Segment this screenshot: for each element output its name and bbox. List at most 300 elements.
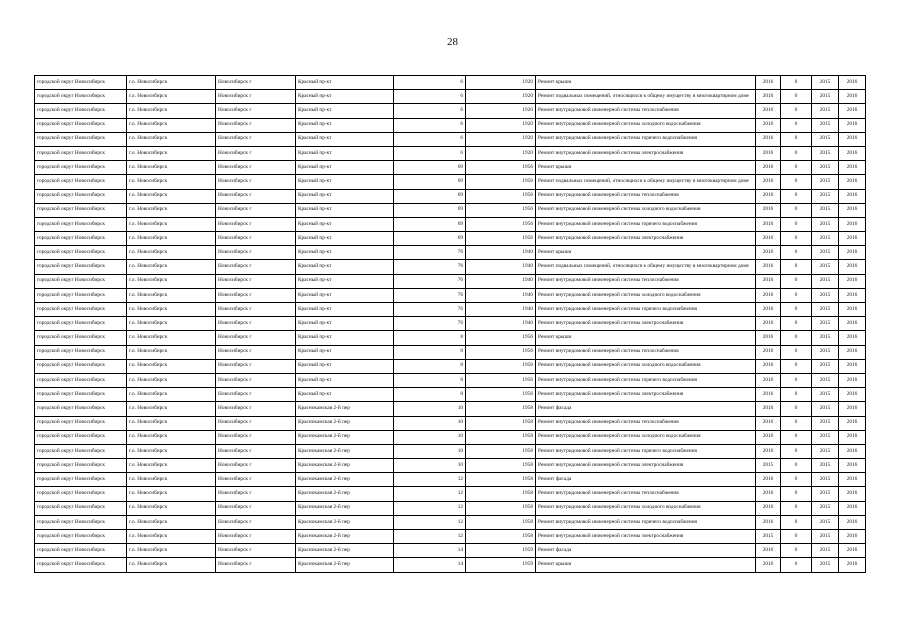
house-number-cell: 12 [394,501,466,515]
period-end-cell: 2016 [839,359,866,373]
district-cell: г.о. Новосибирск [127,501,216,515]
build-year-cell: 1940 [466,274,536,288]
build-year-cell: 1958 [466,515,536,529]
district-cell: г.о. Новосибирск [127,402,216,416]
table-row [35,359,866,373]
planned-year-cell: 2016 [756,501,781,515]
build-year-cell: 1920 [466,146,536,160]
municipality-cell: городской округ Новосибирск [35,217,127,231]
work-type-cell: Ремонт подвальных помещений, относящихся к общему имуществу в многоквартирном доме [536,260,756,274]
planned-year-cell: 2016 [756,544,781,558]
cost-cell: 0 [781,515,812,529]
cost-cell: 0 [781,459,812,473]
house-number-cell: 10 [394,416,466,430]
period-end-cell: 2016 [839,90,866,104]
street-cell: Красный пр-кт [296,274,394,288]
municipality-cell: городской округ Новосибирск [35,501,127,515]
period-end-cell: 2016 [839,373,866,387]
period-end-cell: 2016 [839,203,866,217]
period-start-cell: 2015 [812,90,839,104]
house-number-cell: 10 [394,444,466,458]
table-row [35,203,866,217]
city-cell: Новосибирск г [216,246,296,260]
district-cell: г.о. Новосибирск [127,76,216,90]
period-start-cell: 2015 [812,175,839,189]
city-cell: Новосибирск г [216,232,296,246]
period-start-cell: 2015 [812,558,839,572]
house-number-cell: 6 [394,132,466,146]
city-cell: Новосибирск г [216,217,296,231]
table-row [35,430,866,444]
planned-year-cell: 2016 [756,487,781,501]
city-cell: Новосибирск г [216,274,296,288]
house-number-cell: 6 [394,118,466,132]
street-cell: Красный пр-кт [296,317,394,331]
house-number-cell: 69 [394,175,466,189]
city-cell: Новосибирск г [216,430,296,444]
street-cell: Краснокамская 2-й пер [296,501,394,515]
work-type-cell: Ремонт крыши [536,246,756,260]
cost-cell: 0 [781,331,812,345]
house-number-cell: 6 [394,76,466,90]
work-type-cell: Ремонт подвальных помещений, относящихся к общему имуществу в многоквартирном доме [536,90,756,104]
build-year-cell: 1940 [466,303,536,317]
municipality-cell: городской округ Новосибирск [35,232,127,246]
district-cell: г.о. Новосибирск [127,288,216,302]
period-end-cell: 2016 [839,175,866,189]
planned-year-cell: 2016 [756,416,781,430]
planned-year-cell: 2016 [756,217,781,231]
period-start-cell: 2015 [812,260,839,274]
cost-cell: 0 [781,416,812,430]
house-number-cell: 12 [394,515,466,529]
district-cell: г.о. Новосибирск [127,345,216,359]
cost-cell: 0 [781,373,812,387]
work-type-cell: Ремонт внутридомовой инженерной системы электроснабжения [536,146,756,160]
district-cell: г.о. Новосибирск [127,388,216,402]
municipality-cell: городской округ Новосибирск [35,373,127,387]
street-cell: Красный пр-кт [296,388,394,402]
planned-year-cell: 2016 [756,274,781,288]
planned-year-cell: 2016 [756,288,781,302]
house-number-cell: 6 [394,104,466,118]
table-row [35,515,866,529]
table-row [35,104,866,118]
period-start-cell: 2015 [812,303,839,317]
cost-cell: 0 [781,104,812,118]
municipality-cell: городской округ Новосибирск [35,118,127,132]
cost-cell: 0 [781,189,812,203]
work-type-cell: Ремонт фасада [536,402,756,416]
municipality-cell: городской округ Новосибирск [35,388,127,402]
build-year-cell: 1920 [466,90,536,104]
period-start-cell: 2015 [812,430,839,444]
table-row [35,132,866,146]
street-cell: Краснокамская 2-й пер [296,459,394,473]
street-cell: Краснокамская 2-й пер [296,416,394,430]
table-row [35,288,866,302]
municipality-cell: городской округ Новосибирск [35,175,127,189]
period-end-cell: 2016 [839,217,866,231]
city-cell: Новосибирск г [216,260,296,274]
cost-cell: 0 [781,530,812,544]
work-type-cell: Ремонт внутридомовой инженерной системы горячего водоснабжения [536,444,756,458]
district-cell: г.о. Новосибирск [127,558,216,572]
work-type-cell: Ремонт внутридомовой инженерной системы теплоснабжения [536,416,756,430]
cost-cell: 0 [781,558,812,572]
table-row [35,161,866,175]
work-type-cell: Ремонт внутридомовой инженерной системы горячего водоснабжения [536,303,756,317]
house-number-cell: 76 [394,303,466,317]
house-number-cell: 8 [394,359,466,373]
city-cell: Новосибирск г [216,175,296,189]
planned-year-cell: 2016 [756,430,781,444]
period-start-cell: 2015 [812,288,839,302]
work-type-cell: Ремонт внутридомовой инженерной системы горячего водоснабжения [536,217,756,231]
street-cell: Красный пр-кт [296,359,394,373]
cost-cell: 0 [781,90,812,104]
period-start-cell: 2015 [812,274,839,288]
house-number-cell: 12 [394,487,466,501]
table-row [35,331,866,345]
table-row [35,402,866,416]
planned-year-cell: 2016 [756,104,781,118]
planned-year-cell: 2016 [756,558,781,572]
work-type-cell: Ремонт внутридомовой инженерной системы электроснабжения [536,459,756,473]
house-number-cell: 69 [394,217,466,231]
period-end-cell: 2016 [839,416,866,430]
house-number-cell: 76 [394,274,466,288]
work-type-cell: Ремонт внутридомовой инженерной системы холодного водоснабжения [536,288,756,302]
district-cell: г.о. Новосибирск [127,373,216,387]
house-number-cell: 12 [394,530,466,544]
work-type-cell: Ремонт внутридомовой инженерной системы электроснабжения [536,232,756,246]
table-row [35,473,866,487]
build-year-cell: 1958 [466,430,536,444]
municipality-cell: городской округ Новосибирск [35,161,127,175]
street-cell: Красный пр-кт [296,189,394,203]
build-year-cell: 1958 [466,444,536,458]
work-type-cell: Ремонт внутридомовой инженерной системы горячего водоснабжения [536,373,756,387]
city-cell: Новосибирск г [216,501,296,515]
street-cell: Красный пр-кт [296,203,394,217]
work-type-cell: Ремонт крыши [536,558,756,572]
street-cell: Краснокамская 2-й пер [296,402,394,416]
table-row [35,317,866,331]
municipality-cell: городской округ Новосибирск [35,331,127,345]
page-number: 28 [447,36,458,48]
district-cell: г.о. Новосибирск [127,118,216,132]
planned-year-cell: 2016 [756,388,781,402]
build-year-cell: 1920 [466,132,536,146]
work-type-cell: Ремонт внутридомовой инженерной системы холодного водоснабжения [536,203,756,217]
municipality-cell: городской округ Новосибирск [35,345,127,359]
table-row [35,444,866,458]
planned-year-cell: 2016 [756,118,781,132]
district-cell: г.о. Новосибирск [127,530,216,544]
city-cell: Новосибирск г [216,288,296,302]
period-end-cell: 2016 [839,515,866,529]
planned-year-cell: 2015 [756,459,781,473]
cost-cell: 0 [781,359,812,373]
period-end-cell: 2016 [839,331,866,345]
district-cell: г.о. Новосибирск [127,331,216,345]
planned-year-cell: 2016 [756,146,781,160]
district-cell: г.о. Новосибирск [127,359,216,373]
municipality-cell: городской округ Новосибирск [35,515,127,529]
city-cell: Новосибирск г [216,487,296,501]
district-cell: г.о. Новосибирск [127,104,216,118]
planned-year-cell: 2016 [756,175,781,189]
period-end-cell: 2016 [839,501,866,515]
build-year-cell: 1958 [466,473,536,487]
table-row [35,303,866,317]
district-cell: г.о. Новосибирск [127,444,216,458]
period-start-cell: 2015 [812,76,839,90]
district-cell: г.о. Новосибирск [127,260,216,274]
work-type-cell: Ремонт внутридомовой инженерной системы теплоснабжения [536,104,756,118]
planned-year-cell: 2016 [756,189,781,203]
table-row [35,217,866,231]
house-number-cell: 8 [394,345,466,359]
district-cell: г.о. Новосибирск [127,161,216,175]
planned-year-cell: 2016 [756,161,781,175]
cost-cell: 0 [781,544,812,558]
table-row [35,416,866,430]
period-end-cell: 2016 [839,530,866,544]
street-cell: Краснокамская 2-й пер [296,530,394,544]
cost-cell: 0 [781,317,812,331]
house-number-cell: 8 [394,388,466,402]
street-cell: Краснокамская 2-й пер [296,558,394,572]
municipality-cell: городской округ Новосибирск [35,260,127,274]
city-cell: Новосибирск г [216,203,296,217]
municipality-cell: городской округ Новосибирск [35,246,127,260]
municipality-cell: городской округ Новосибирск [35,288,127,302]
street-cell: Краснокамская 2-й пер [296,444,394,458]
district-cell: г.о. Новосибирск [127,146,216,160]
city-cell: Новосибирск г [216,515,296,529]
street-cell: Красный пр-кт [296,118,394,132]
period-end-cell: 2016 [839,232,866,246]
cost-cell: 0 [781,444,812,458]
city-cell: Новосибирск г [216,132,296,146]
period-end-cell: 2016 [839,274,866,288]
district-cell: г.о. Новосибирск [127,515,216,529]
period-end-cell: 2016 [839,118,866,132]
house-number-cell: 10 [394,402,466,416]
city-cell: Новосибирск г [216,118,296,132]
table-row [35,90,866,104]
city-cell: Новосибирск г [216,373,296,387]
city-cell: Новосибирск г [216,303,296,317]
municipality-cell: городской округ Новосибирск [35,146,127,160]
cost-cell: 0 [781,260,812,274]
period-end-cell: 2016 [839,288,866,302]
municipality-cell: городской округ Новосибирск [35,132,127,146]
table-row [35,501,866,515]
planned-year-cell: 2016 [756,203,781,217]
municipality-cell: городской округ Новосибирск [35,189,127,203]
cost-cell: 0 [781,303,812,317]
capital-repair-table [34,75,866,573]
planned-year-cell: 2016 [756,373,781,387]
period-start-cell: 2015 [812,246,839,260]
planned-year-cell: 2016 [756,345,781,359]
period-end-cell: 2016 [839,345,866,359]
district-cell: г.о. Новосибирск [127,203,216,217]
planned-year-cell: 2016 [756,317,781,331]
build-year-cell: 1958 [466,501,536,515]
city-cell: Новосибирск г [216,161,296,175]
street-cell: Краснокамская 2-й пер [296,487,394,501]
district-cell: г.о. Новосибирск [127,317,216,331]
work-type-cell: Ремонт фасада [536,473,756,487]
city-cell: Новосибирск г [216,402,296,416]
table-row [35,118,866,132]
city-cell: Новосибирск г [216,459,296,473]
house-number-cell: 14 [394,544,466,558]
municipality-cell: городской округ Новосибирск [35,90,127,104]
municipality-cell: городской округ Новосибирск [35,402,127,416]
period-start-cell: 2015 [812,232,839,246]
build-year-cell: 1956 [466,217,536,231]
table-row [35,260,866,274]
house-number-cell: 6 [394,146,466,160]
build-year-cell: 1959 [466,544,536,558]
period-start-cell: 2015 [812,388,839,402]
work-type-cell: Ремонт внутридомовой инженерной системы горячего водоснабжения [536,515,756,529]
period-end-cell: 2016 [839,76,866,90]
street-cell: Красный пр-кт [296,331,394,345]
cost-cell: 0 [781,132,812,146]
city-cell: Новосибирск г [216,189,296,203]
build-year-cell: 1956 [466,232,536,246]
street-cell: Красный пр-кт [296,104,394,118]
municipality-cell: городской округ Новосибирск [35,430,127,444]
street-cell: Красный пр-кт [296,246,394,260]
cost-cell: 0 [781,146,812,160]
street-cell: Красный пр-кт [296,373,394,387]
period-end-cell: 2016 [839,473,866,487]
cost-cell: 0 [781,217,812,231]
street-cell: Краснокамская 2-й пер [296,473,394,487]
build-year-cell: 1940 [466,260,536,274]
period-end-cell: 2016 [839,132,866,146]
planned-year-cell: 2016 [756,444,781,458]
district-cell: г.о. Новосибирск [127,487,216,501]
municipality-cell: городской округ Новосибирск [35,203,127,217]
period-start-cell: 2015 [812,373,839,387]
house-number-cell: 8 [394,331,466,345]
municipality-cell: городской округ Новосибирск [35,317,127,331]
work-type-cell: Ремонт внутридомовой инженерной системы горячего водоснабжения [536,132,756,146]
city-cell: Новосибирск г [216,388,296,402]
cost-cell: 0 [781,288,812,302]
municipality-cell: городской округ Новосибирск [35,104,127,118]
period-start-cell: 2015 [812,161,839,175]
period-start-cell: 2015 [812,530,839,544]
street-cell: Краснокамская 2-й пер [296,515,394,529]
work-type-cell: Ремонт крыши [536,76,756,90]
district-cell: г.о. Новосибирск [127,232,216,246]
house-number-cell: 12 [394,473,466,487]
build-year-cell: 1940 [466,246,536,260]
period-start-cell: 2015 [812,473,839,487]
build-year-cell: 1956 [466,345,536,359]
cost-cell: 0 [781,118,812,132]
period-start-cell: 2015 [812,132,839,146]
period-start-cell: 2015 [812,544,839,558]
planned-year-cell: 2016 [756,260,781,274]
street-cell: Красный пр-кт [296,288,394,302]
city-cell: Новосибирск г [216,331,296,345]
period-end-cell: 2016 [839,487,866,501]
house-number-cell: 10 [394,459,466,473]
period-start-cell: 2015 [812,515,839,529]
street-cell: Красный пр-кт [296,175,394,189]
period-end-cell: 2016 [839,558,866,572]
cost-cell: 0 [781,487,812,501]
district-cell: г.о. Новосибирск [127,274,216,288]
build-year-cell: 1940 [466,288,536,302]
city-cell: Новосибирск г [216,104,296,118]
street-cell: Красный пр-кт [296,161,394,175]
table-row [35,189,866,203]
cost-cell: 0 [781,76,812,90]
build-year-cell: 1956 [466,373,536,387]
district-cell: г.о. Новосибирск [127,246,216,260]
house-number-cell: 76 [394,317,466,331]
planned-year-cell: 2016 [756,473,781,487]
period-start-cell: 2015 [812,345,839,359]
municipality-cell: городской округ Новосибирск [35,444,127,458]
house-number-cell: 14 [394,558,466,572]
house-number-cell: 76 [394,246,466,260]
table-row [35,388,866,402]
period-start-cell: 2015 [812,487,839,501]
municipality-cell: городской округ Новосибирск [35,530,127,544]
street-cell: Красный пр-кт [296,146,394,160]
period-end-cell: 2016 [839,104,866,118]
period-end-cell: 2016 [839,260,866,274]
period-end-cell: 2016 [839,161,866,175]
period-start-cell: 2015 [812,331,839,345]
period-start-cell: 2015 [812,359,839,373]
municipality-cell: городской округ Новосибирск [35,459,127,473]
build-year-cell: 1956 [466,161,536,175]
period-start-cell: 2015 [812,146,839,160]
table-row [35,76,866,90]
street-cell: Красный пр-кт [296,345,394,359]
table-body [35,76,866,573]
period-start-cell: 2015 [812,189,839,203]
period-start-cell: 2015 [812,203,839,217]
cost-cell: 0 [781,473,812,487]
street-cell: Красный пр-кт [296,303,394,317]
cost-cell: 0 [781,203,812,217]
municipality-cell: городской округ Новосибирск [35,274,127,288]
district-cell: г.о. Новосибирск [127,459,216,473]
period-end-cell: 2016 [839,146,866,160]
street-cell: Краснокамская 2-й пер [296,430,394,444]
municipality-cell: городской округ Новосибирск [35,544,127,558]
period-start-cell: 2015 [812,317,839,331]
municipality-cell: городской округ Новосибирск [35,558,127,572]
municipality-cell: городской округ Новосибирск [35,416,127,430]
work-type-cell: Ремонт фасада [536,544,756,558]
build-year-cell: 1958 [466,402,536,416]
